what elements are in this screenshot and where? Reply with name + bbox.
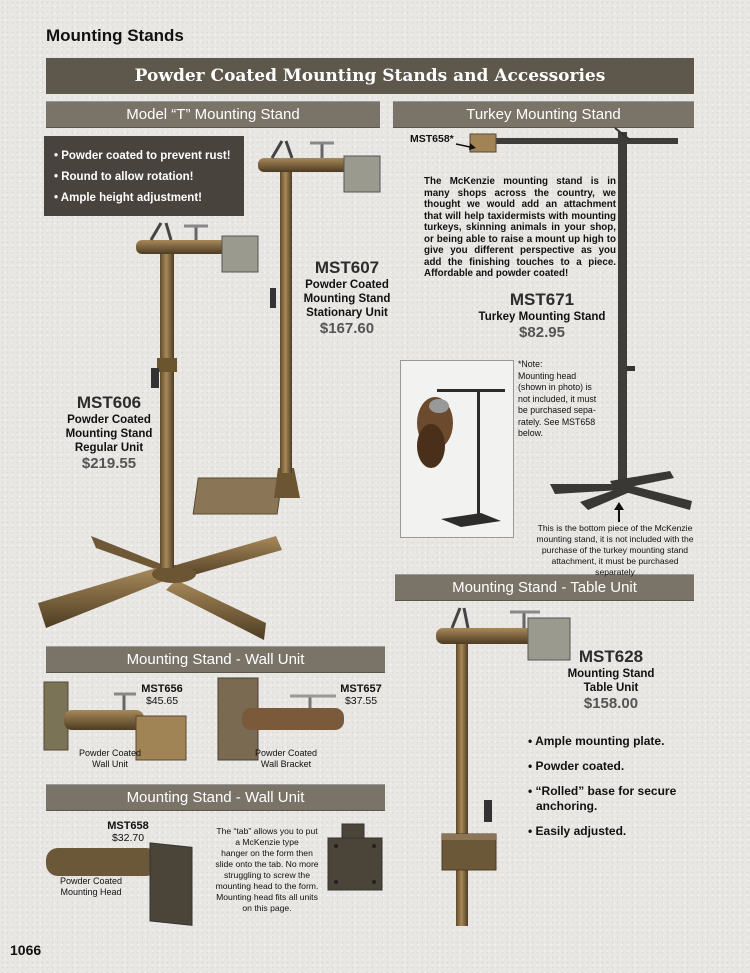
wall-unit-banner-2: Mounting Stand - Wall Unit xyxy=(46,784,385,811)
caption-line: Powder Coated xyxy=(254,748,318,758)
note-line: Mounting head xyxy=(518,370,577,381)
mst657-code: MST657 xyxy=(340,683,382,695)
mst628-desc-line: Mounting Stand xyxy=(567,668,655,680)
mst607-desc-line: Powder Coated xyxy=(305,279,389,291)
mst606-desc-line: Regular Unit xyxy=(74,442,144,454)
table-unit-features xyxy=(528,734,698,849)
mst671-price: $82.95 xyxy=(519,324,565,341)
note-line: *Note: xyxy=(518,359,543,369)
page-number: 1066 xyxy=(10,942,42,958)
mst607-desc-line: Mounting Stand xyxy=(303,293,391,305)
bottom-note-line: purchase of the turkey mounting stand xyxy=(541,545,689,555)
caption-line: Mounting Head xyxy=(60,887,122,897)
feature-item: • Round to allow rotation! xyxy=(54,171,194,183)
bottom-note-line: mounting stand, it is not included with the xyxy=(536,534,694,544)
mst657-price: $37.55 xyxy=(344,695,378,707)
main-banner: Powder Coated Mounting Stands and Accessories xyxy=(46,58,694,94)
tab-line: Mounting head fits all units xyxy=(216,892,318,902)
tab-line: on this page. xyxy=(242,903,292,913)
feature-item: • “Rolled” base for secure xyxy=(528,784,677,798)
turkey-description: The McKenzie mounting stand is in many shops across the country, we thought we would add an attachment that will help taxidermists with mounting turkeys, skinning animals in your shop, or being able to raise a mount up high to give you different perspective as you add the finishing touches to a piece. Affordable and powder coated! xyxy=(424,176,616,279)
mst628-price: $158.00 xyxy=(583,695,639,712)
mst658-mounting-head-image xyxy=(46,826,196,912)
turkey-callout: MST658* xyxy=(410,133,454,145)
feature-item: • Powder coated. xyxy=(528,759,625,773)
tab-line: hanger on the form then xyxy=(221,848,313,858)
page-heading: Mounting Stands xyxy=(46,26,184,45)
turkey-banner: Turkey Mounting Stand xyxy=(393,101,694,128)
up-arrow-icon xyxy=(614,502,624,522)
mst607-price: $167.60 xyxy=(319,320,375,337)
feature-box xyxy=(44,136,244,216)
model-t-banner: Model “T” Mounting Stand xyxy=(46,101,380,128)
mst656-code: MST656 xyxy=(141,683,183,695)
mst657-info xyxy=(336,683,386,707)
callout-arrow xyxy=(456,140,476,150)
bottom-note-line: attachment, it must be purchased separately xyxy=(551,556,679,577)
mst671-info xyxy=(472,290,612,341)
mst671-name: Turkey Mounting Stand xyxy=(478,311,606,323)
mst656-caption xyxy=(70,748,150,770)
turkey-photo-image xyxy=(401,361,515,539)
caption-line: Wall Unit xyxy=(92,759,128,769)
mst658-price: $32.70 xyxy=(111,832,145,844)
mst628-info xyxy=(560,647,662,712)
feature-item: • Easily adjusted. xyxy=(528,824,627,838)
mst656-price: $45.65 xyxy=(145,695,179,707)
mst671-code: MST671 xyxy=(509,290,575,309)
note-line: below. xyxy=(518,428,543,438)
caption-line: Powder Coated xyxy=(59,876,123,886)
table-unit-banner: Mounting Stand - Table Unit xyxy=(395,574,694,601)
tab-line: The “tab” allows you to put xyxy=(216,826,318,836)
mst656-info xyxy=(134,683,190,707)
mst607-desc-line: Stationary Unit xyxy=(306,307,388,319)
mst657-caption xyxy=(246,748,326,770)
mst606-code: MST606 xyxy=(76,393,142,412)
mst628-code: MST628 xyxy=(578,647,644,666)
turkey-photo xyxy=(400,360,514,538)
feature-item: • Powder coated to prevent rust! xyxy=(54,150,231,162)
note-line: rately. See MST658 xyxy=(518,416,596,427)
feature-item-continued: anchoring. xyxy=(536,799,598,813)
mst628-desc-line: Table Unit xyxy=(583,682,639,694)
feature-item: • Ample mounting plate. xyxy=(528,734,665,748)
tab-line: struggling to screw the xyxy=(224,870,310,880)
mst606-price: $219.55 xyxy=(81,455,137,472)
note-line: (shown in photo) is xyxy=(518,382,592,392)
tab-line: a McKenzie type xyxy=(235,837,299,847)
feature-item: • Ample height adjustment! xyxy=(54,192,202,204)
tab-line: slide onto the tab. No more xyxy=(215,859,319,869)
caption-line: Wall Bracket xyxy=(260,759,312,769)
wall-unit-banner: Mounting Stand - Wall Unit xyxy=(46,646,385,673)
note-line: be purchased sepa- xyxy=(518,405,596,415)
turkey-bottom-note xyxy=(532,523,698,578)
note-line: not included, it must xyxy=(518,393,597,404)
caption-line: Powder Coated xyxy=(78,748,142,758)
mounting-plate-tab-image xyxy=(328,824,384,892)
turkey-note xyxy=(518,359,610,440)
mst606-info xyxy=(54,393,164,472)
mst606-desc-line: Powder Coated xyxy=(67,414,151,426)
tab-line: mounting head to the form. xyxy=(215,881,319,891)
mst658-code: MST658 xyxy=(107,820,149,832)
mst607-code: MST607 xyxy=(314,258,380,277)
mst606-desc-line: Mounting Stand xyxy=(65,428,153,440)
tab-description xyxy=(206,826,328,914)
bottom-note-line: This is the bottom piece of the McKenzie xyxy=(537,523,693,533)
mst658-caption xyxy=(52,876,130,898)
mst607-info xyxy=(294,258,400,337)
